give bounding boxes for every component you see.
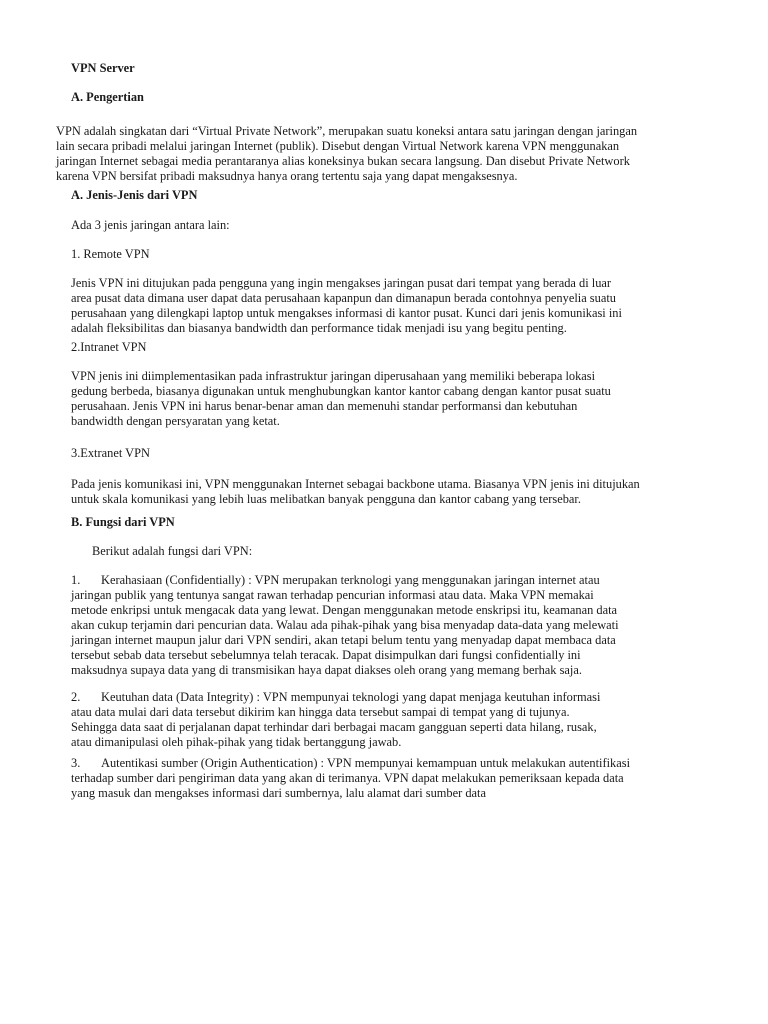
paragraph-line: atau dimanipulasi oleh pihak-pihak yang tidak bertanggung jawab. [71,735,402,749]
paragraph-line: Jenis VPN ini ditujukan pada pengguna yang ingin mengakses jaringan pusat dari tempat yang berada di luar [71,276,612,290]
paragraph-line: terhadap sumber dari pengiriman data yang akan di terimanya. VPN dapat melakukan pemeriksaan kepada data [71,771,624,785]
fungsi-intro: Berikut adalah fungsi dari VPN: [92,544,253,558]
paragraph-line: Kerahasiaan (Confidentially) : VPN merupakan terknologi yang menggunakan jaringan internet atau [101,573,600,587]
paragraph-line: Keutuhan data (Data Integrity) : VPN mempunyai teknologi yang dapat menjaga keutuhan informasi [101,690,601,704]
section-heading-jenis: A. Jenis-Jenis dari VPN [71,188,198,202]
paragraph-line: akan cukup terjamin dari pencurian data. Walau ada pihak-pihak yang bisa menyadap data-data yang melewati [71,618,619,632]
paragraph-line: adalah fleksibilitas dan biasanya bandwidth dan performance tidak menjadi isu yang begitu penting. [71,321,567,335]
extranet-vpn-title: 3.Extranet VPN [71,446,150,460]
extranet-vpn-paragraph [71,477,640,507]
fungsi-item-3 [71,756,630,801]
paragraph-line: bandwidth dengan persyaratan yang ketat. [71,414,280,428]
paragraph-line: lain secara pribadi melalui jaringan Internet (publik). Disebut dengan Virtual Network karena VPN menggunakan [56,139,620,153]
fungsi-item-1 [71,573,619,678]
paragraph-line: metode enkripsi untuk mengacak data yang lewat. Dengan menggunakan metode enskripsi itu, keamanan data [71,603,618,617]
remote-vpn-title: 1. Remote VPN [71,247,150,261]
paragraph-line: tersebut sebab data tersebut sebelumnya telah teracak. Dapat disimpulkan dari fungsi confidentially ini [71,648,581,662]
item-number: 1. [71,573,81,587]
remote-vpn-paragraph [71,276,622,336]
item-number: 2. [71,690,81,704]
paragraph-line: gedung berbeda, biasanya digunakan untuk menghubungkan kantor kantor cabang dengan kantor pusat suatu [71,384,611,398]
paragraph-line: jaringan publik yang tentunya sangat rawan terhadap pencurian informasi atau data. Maka VPN memakai [71,588,594,602]
paragraph-line: VPN adalah singkatan dari “Virtual Private Network”, merupakan suatu koneksi antara satu jaringan dengan jaringan [56,124,638,138]
paragraph-line: jaringan internet maupun jalur dari VPN sendiri, akan tetapi belum tentu yang menyadap dapat membaca data [71,633,616,647]
paragraph-line: Pada jenis komunikasi ini, VPN menggunakan Internet sebagai backbone utama. Biasanya VPN jenis ini ditujukan [71,477,640,491]
section-heading-pengertian: A. Pengertian [71,90,144,104]
pengertian-paragraph [56,124,637,184]
fungsi-item-2 [71,690,600,750]
paragraph-line: maksudnya supaya data yang di transmisikan haya dapat diakses oleh orang yang memang berhak saja. [71,663,582,677]
jenis-intro: Ada 3 jenis jaringan antara lain: [71,218,230,232]
paragraph-line: VPN jenis ini diimplementasikan pada infrastruktur jaringan diperusahaan yang memiliki beberapa lokasi [71,369,596,383]
doc-title: VPN Server [71,61,135,75]
paragraph-line: perusahaan yang dilengkapi laptop untuk mengakses informasi di kantor pusat. Kunci dari jenis komunikasi ini [71,306,622,320]
intranet-vpn-paragraph [71,369,611,429]
paragraph-line: perusahaan. Jenis VPN ini harus benar-benar aman dan memenuhi standar performansi dan kebutuhan [71,399,578,413]
paragraph-line: yang masuk dan mengakses informasi dari sumbernya, lalu alamat dari sumber data [71,786,486,800]
item-number: 3. [71,756,81,770]
paragraph-line: karena VPN bersifat pribadi maksudnya hanya orang tertentu saja yang dapat mengaksesnya. [56,169,518,183]
paragraph-line: jaringan Internet sebagai media perantaranya alias koneksinya bukan secara langsung. Dan disebut Private Network [56,154,630,168]
paragraph-line: atau data mulai dari data tersebut dikirim kan hingga data tersebut sampai di tempat yang di tujunya. [71,705,570,719]
paragraph-line: Sehingga data saat di perjalanan dapat terhindar dari berbagai macam gangguan seperti data hilang, rusak, [71,720,597,734]
paragraph-line: area pusat data dimana user dapat data perusahaan kapanpun dan dimanapun berada contohnya penyelia suatu [71,291,616,305]
paragraph-line: Autentikasi sumber (Origin Authentication) : VPN mempunyai kemampuan untuk melakukan autentifikasi [101,756,631,770]
intranet-vpn-title: 2.Intranet VPN [71,340,147,354]
paragraph-line: untuk skala komunikasi yang lebih luas melibatkan banyak pengguna dan kantor cabang yang tersebar. [71,492,581,506]
section-heading-fungsi: B. Fungsi dari VPN [71,515,175,529]
